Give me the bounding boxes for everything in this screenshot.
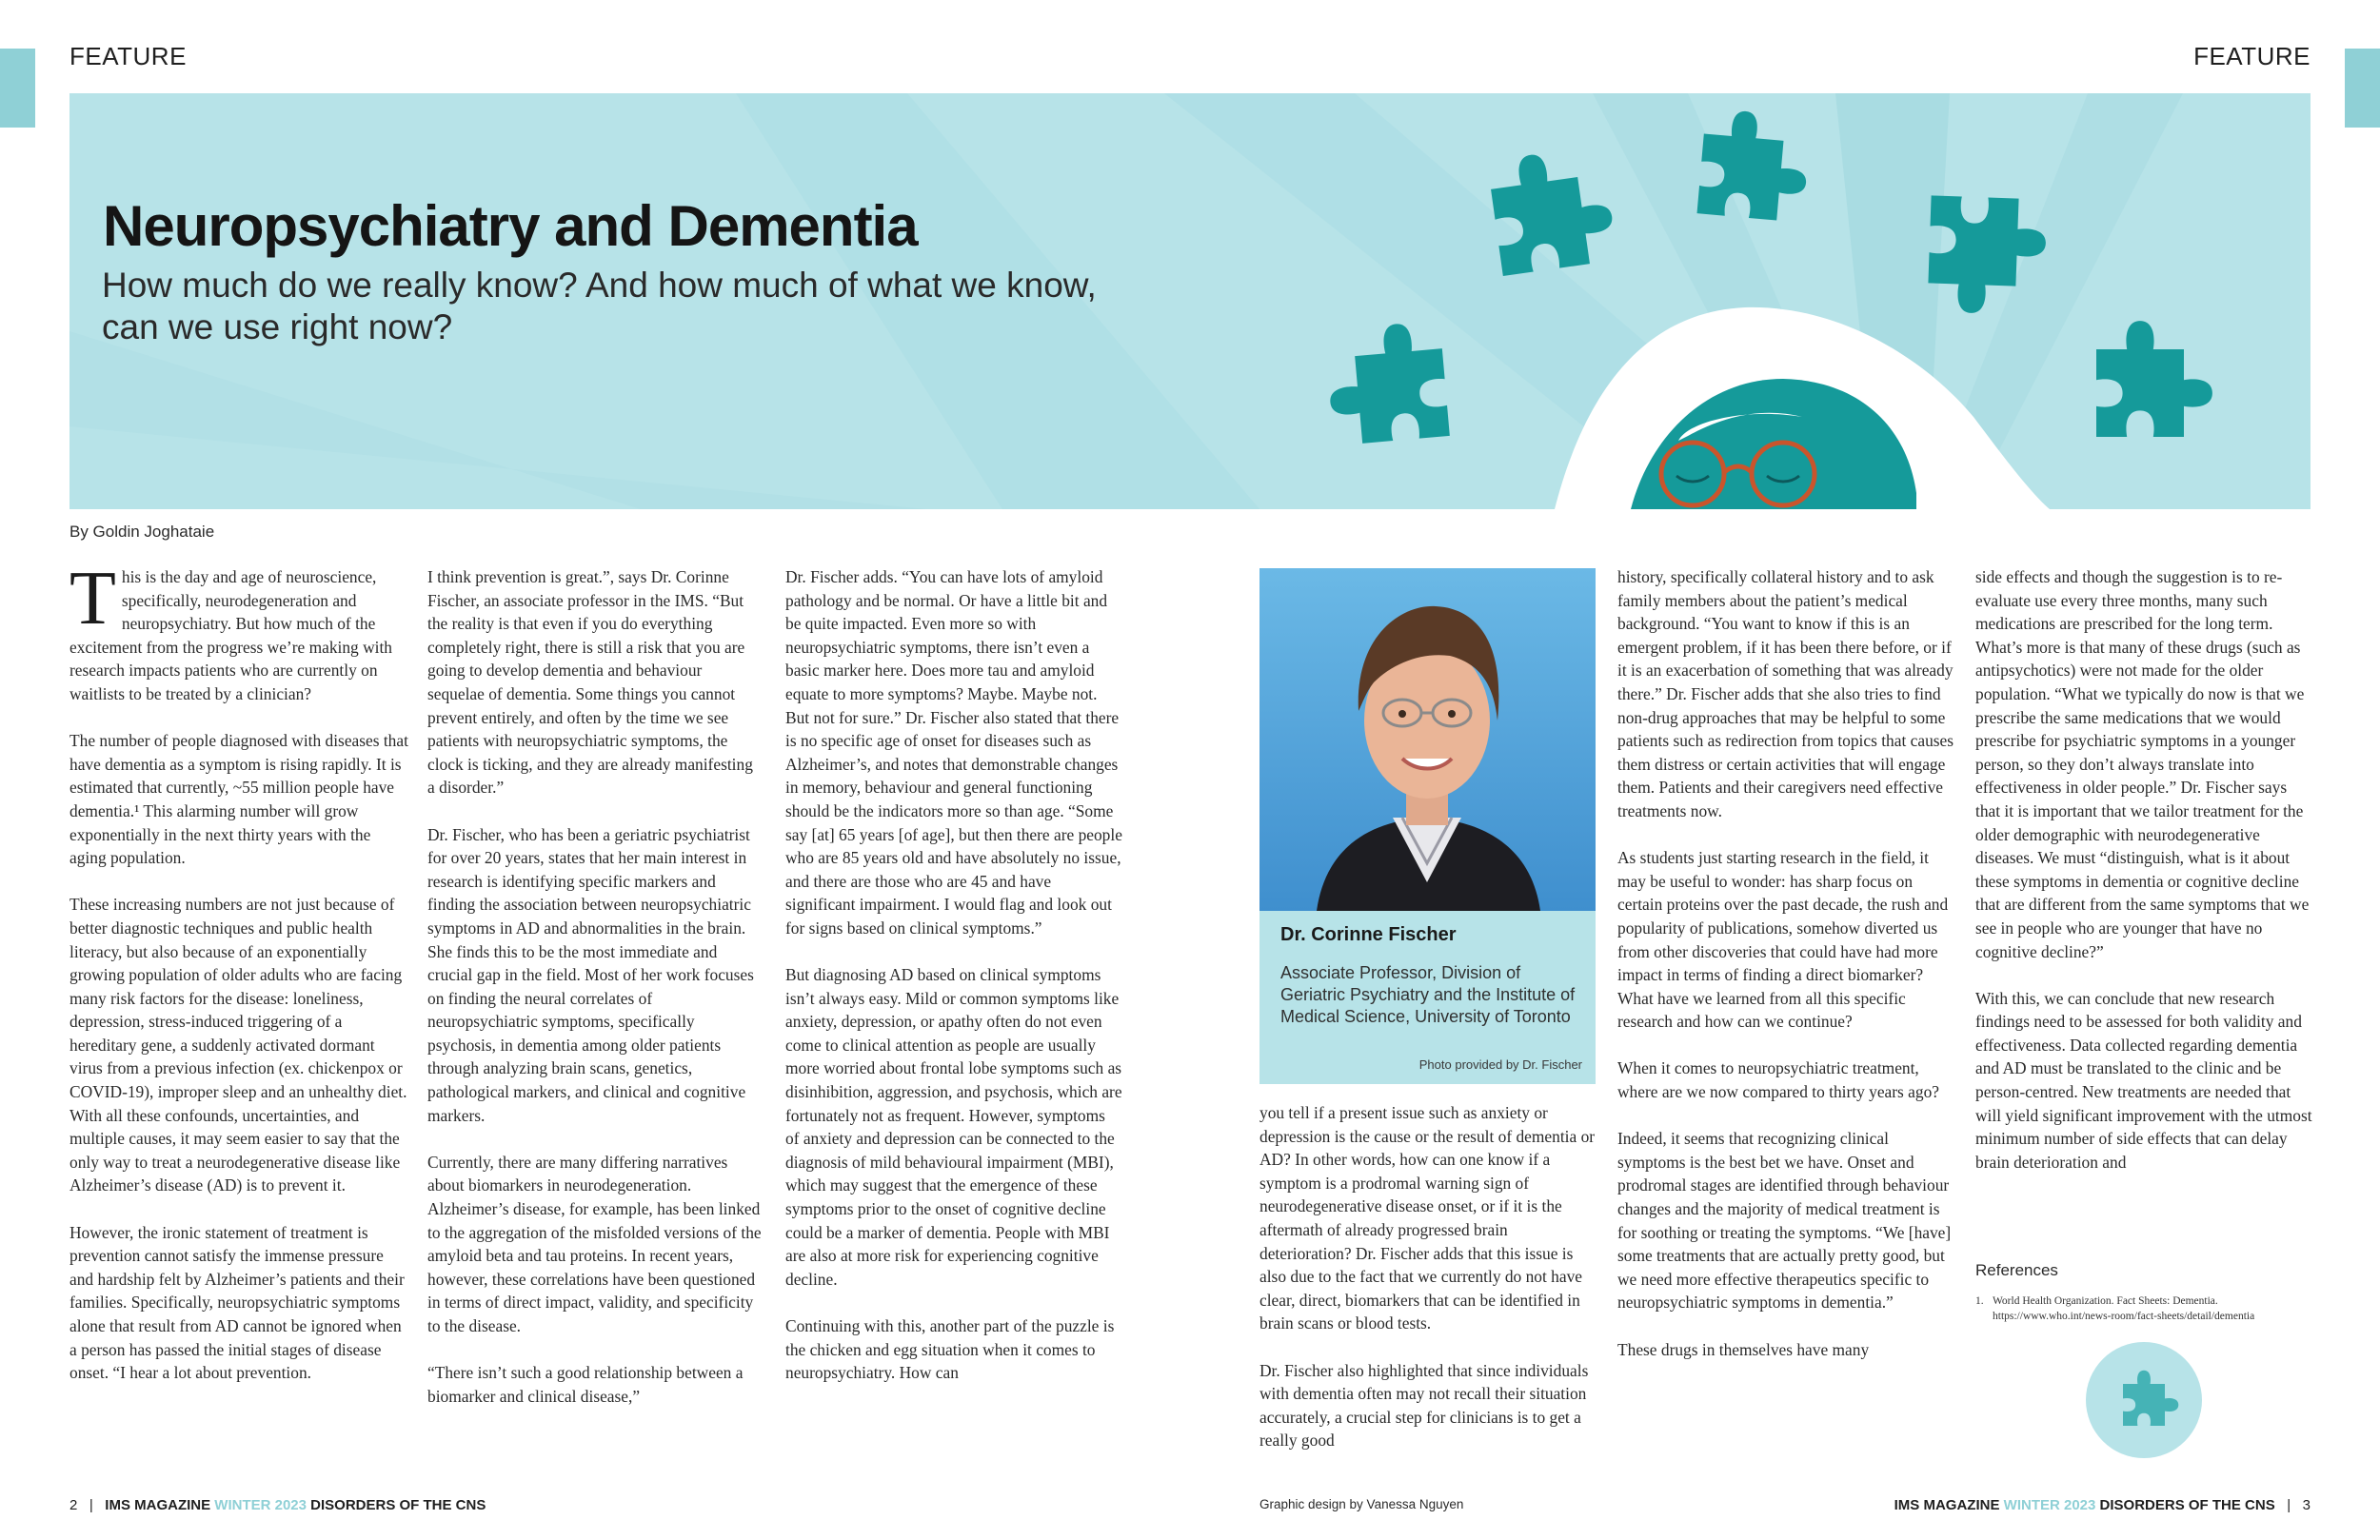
footer-right — [1894, 1497, 2311, 1513]
footer-separator: | — [2287, 1497, 2291, 1513]
byline: By Goldin Joghataie — [69, 523, 215, 541]
issue-theme: DISORDERS OF THE CNS — [310, 1497, 486, 1513]
puzzle-circle-icon — [2084, 1340, 2204, 1460]
feature-label-right: FEATURE — [2193, 42, 2311, 70]
paragraph: These increasing numbers are not just because of better diagnostic techniques and public health literacy, but also because of an exponentially growing population of older adults who are facing many risk factors for the disease: loneliness, depression, stress-induced triggering of a hereditary gene, a suddenly activated dormant virus from a previous infection (ex. chickenpox or COVID-19), improper sleep and an unhealthy diet. With all these confounds, uncertainties, and multiple causes, it may seem easier to say that the only way to treat a neurodegenerative disease like Alzheimer’s disease (AD) is to prevent it. — [69, 895, 407, 1195]
graphic-credit: Graphic design by Vanessa Nguyen — [1259, 1497, 1464, 1511]
paragraph: When it comes to neuropsychiatric treatment, where are we now compared to thirty years ago? — [1617, 1058, 1940, 1102]
paragraph: you tell if a present issue such as anxiety or depression is the cause or the result of dementia or AD? In other words, how can one know if a symptom is a prodromal warning sign of neurodegenerative disease onset, or if it is the aftermath of already progressed brain deterioration? Dr. Fischer adds that this issue is also due to the fact that we currently do not have clear, direct, biomarkers that can be identified in brain scans or blood tests. — [1259, 1103, 1596, 1333]
paragraph: However, the ironic statement of treatment is prevention cannot satisfy the immense pressure and hardship felt by Alzheimer’s patients and their families. Specifically, neuropsychiatric symptoms alone that result from AD cannot be ignored when a person has passed the initial stages of disease onset. “I hear a lot about prevention. — [69, 1222, 405, 1383]
issue-season: WINTER 2023 — [2003, 1497, 2096, 1513]
paragraph: Currently, there are many differing narratives about biomarkers in neurodegeneration. Alzheimer’s disease, for example, has been linked to the aggregation of the misfolded versions of the amyloid beta and tau proteins. In recent years, however, these correlations have been questioned in terms of direct impact, validity, and specificity to the disease. — [427, 1152, 762, 1335]
paragraph: These drugs in themselves have many — [1617, 1339, 1870, 1359]
light-ray — [69, 331, 926, 509]
puzzle-piece-icon — [1324, 320, 1450, 445]
text-column-6 — [1975, 565, 2314, 1174]
paragraph: Indeed, it seems that recognizing clinical symptoms is the best bet we have. Onset and prodromal stages are identified through behaviour changes and the majority of medical treatment is for soothing or treating the symptoms. “We [have] some treatments that are actually pretty good, but we need more effective therapeutics specific to neuropsychiatric symptoms in dementia.” — [1617, 1129, 1952, 1313]
paragraph: history, specifically collateral history and to ask family members about the patient’s medical background. “You want to know if this is an emergent problem, if it has been there before, or if it is an exacerbation of something that was already there.” Dr. Fischer adds that she also tries to find non-drug approaches that may be helpful to some patients such as redirection from topics that causes them distress or certain activities that will engage them. Patients and their caregivers need effective treatments now. — [1617, 567, 1954, 820]
drop-cap: T — [69, 557, 116, 641]
portrait-illustration — [1259, 568, 1596, 911]
text-column-1 — [69, 557, 408, 1385]
article-title: Neuropsychiatry and Dementia — [103, 194, 918, 258]
paragraph: With this, we can conclude that new research findings need to be assessed for both validity and effectiveness. Data collected regarding dementia and AD must be translated to the clinic and be person-centred. New treatments are needed that will yield significant improvement with the utmost minimum number of side effects that can delay brain deterioration and — [1975, 988, 2312, 1172]
paragraph: As students just starting research in the field, it may be useful to wonder: has sharp focus on certain proteins over the past decade, the rush and popularity of publications, somehow diverted us from other discoveries that could have had more impact in terms of finding a direct biomarker? What have we learned from all this specific research and how can we continue? — [1617, 848, 1949, 1032]
reference-text: World Health Organization. Fact Sheets: Dementia. https://www.who.int/news-room/fact-sheets/detail/dementia — [1993, 1295, 2255, 1322]
issue-theme: DISORDERS OF THE CNS — [2099, 1497, 2275, 1513]
text-column-5 — [1617, 565, 1956, 1361]
reference-item — [1975, 1293, 2309, 1324]
reference-number: 1. — [1975, 1295, 1984, 1307]
right-edge-tab — [2345, 49, 2380, 128]
article-subtitle: How much do we really know? And how much of what we know, can we use right now? — [102, 266, 1097, 346]
paragraph: Continuing with this, another part of the puzzle is the chicken and egg situation when it comes to neuropsychiatry. How can — [785, 1316, 1115, 1383]
paragraph: This is the day and age of neuroscience, specifically, neurodegeneration and neuropsychiatry. But how much of the excitement from the progress we’re making with research impacts patients who are currently on waitlists to be treated by a clinician? — [69, 557, 393, 703]
feature-label-left: FEATURE — [69, 42, 187, 70]
text-column-3 — [785, 565, 1122, 1385]
paragraph: Dr. Fischer adds. “You can have lots of amyloid pathology and be normal. Or have a little bit and be quite impacted. Even more so with neuropsychiatric symptoms, there isn’t even a basic marker here. Does more tau and amyloid equate to more symptoms? Maybe. Maybe not. But not for sure.” Dr. Fischer also stated that there is no specific age of onset for diseases such as Alzheimer’s, and notes that demonstrable changes in memory, behaviour and general functioning should be the indicators more so than age. “Some say [at] 65 years [of age], but then there are people who are 85 years old and have absolutely no issue, and there are those who are 45 and have significant impairment. I would flag and look out for signs based on clinical symptoms.” — [785, 567, 1122, 938]
text-column-4 — [1259, 1101, 1598, 1452]
paragraph: The number of people diagnosed with diseases that have dementia as a symptom is rising rapidly. It is estimated that currently, ~55 million people have dementia.¹ This alarming number will grow exponentially in the next thirty years with the aging population. — [69, 731, 408, 868]
magazine-name: IMS MAGAZINE — [1894, 1497, 2000, 1513]
paragraph: But diagnosing AD based on clinical symptoms isn’t always easy. Mild or common symptoms like anxiety, depression, or apathy often do not even come to clinical attention as people are usually more worried about frontal lobe symptoms such as disinhibition, aggression, and psychosis, which are fortunately not as frequent. However, symptoms of anxiety and depression can be connected to the diagnosis of mild behavioural impairment (MBI), which may suggest that the emergence of these symptoms prior to the onset of cognitive decline could be a marker of dementia. People with MBI are also at more risk for experiencing cognitive decline. — [785, 965, 1122, 1289]
page-number-left: 2 — [69, 1497, 78, 1513]
photo-credit: Photo provided by Dr. Fischer — [1418, 1057, 1582, 1072]
profile-name: Dr. Corinne Fischer — [1280, 924, 1457, 945]
paragraph: I think prevention is great.”, says Dr. Corinne Fischer, an associate professor in the IMS. “But the reality is that even if you do everything completely right, there is still a risk that you are going to develop dementia and behaviour sequelae of dementia. Some things you cannot prevent entirely, and often by the time we see patients with neuropsychiatric symptoms, the clock is ticking, and they are already manifesting a disorder.” — [427, 567, 753, 798]
footer-left — [69, 1497, 486, 1513]
left-edge-tab — [0, 49, 35, 128]
paragraph: “There isn’t such a good relationship between a biomarker and clinical disease,” — [427, 1363, 744, 1406]
paragraph: Dr. Fischer also highlighted that since individuals with dementia often may not recall their situation accurately, a crucial step for clinicians is to get a really good — [1259, 1360, 1589, 1451]
profile-photo — [1259, 568, 1596, 911]
puzzle-piece-icon — [2096, 321, 2212, 437]
profile-role: Associate Professor, Division of Geriatric Psychiatry and the Institute of Medical Science, University of Toronto — [1280, 963, 1576, 1026]
footer-separator: | — [89, 1497, 93, 1513]
paragraph: side effects and though the suggestion is to re-evaluate use every three months, many such medications are prescribed for the long term. What’s more is that many of these drugs (such as antipsychotics) were not made for the older population. “What we typically do now is that we prescribe the same medications that we would prescribe for psychiatric symptoms in a younger person, so they don’t always translate into effectiveness in older people.” Dr. Fischer says that it is important that we tailor treatment for the older demographic with neurodegenerative diseases. We must “distinguish, what is it about these symptoms in dementia or cognitive decline that are different from the same symptoms that we see in people who are younger that have no cognitive decline?” — [1975, 567, 2310, 961]
profile-card — [1259, 568, 1596, 1084]
page-number-right: 3 — [2302, 1497, 2311, 1513]
references-heading: References — [1975, 1261, 2058, 1279]
text-column-2 — [427, 565, 763, 1408]
issue-season: WINTER 2023 — [214, 1497, 307, 1513]
paragraph: Dr. Fischer, who has been a geriatric psychiatrist for over 20 years, states that her main interest in research is identifying specific markers and finding the association between neuropsychiatric symptoms in AD and abnormalities in the brain. She finds this to be the most immediate and crucial gap in the field. Most of her work focuses on finding the neural correlates of neuropsychiatric symptoms, specifically psychosis, in dementia among older patients through analyzing brain scans, genetics, pathological markers, and clinical and cognitive markers. — [427, 824, 754, 1125]
magazine-name: IMS MAGAZINE — [105, 1497, 211, 1513]
puzzle-piece-icon — [1487, 145, 1618, 276]
